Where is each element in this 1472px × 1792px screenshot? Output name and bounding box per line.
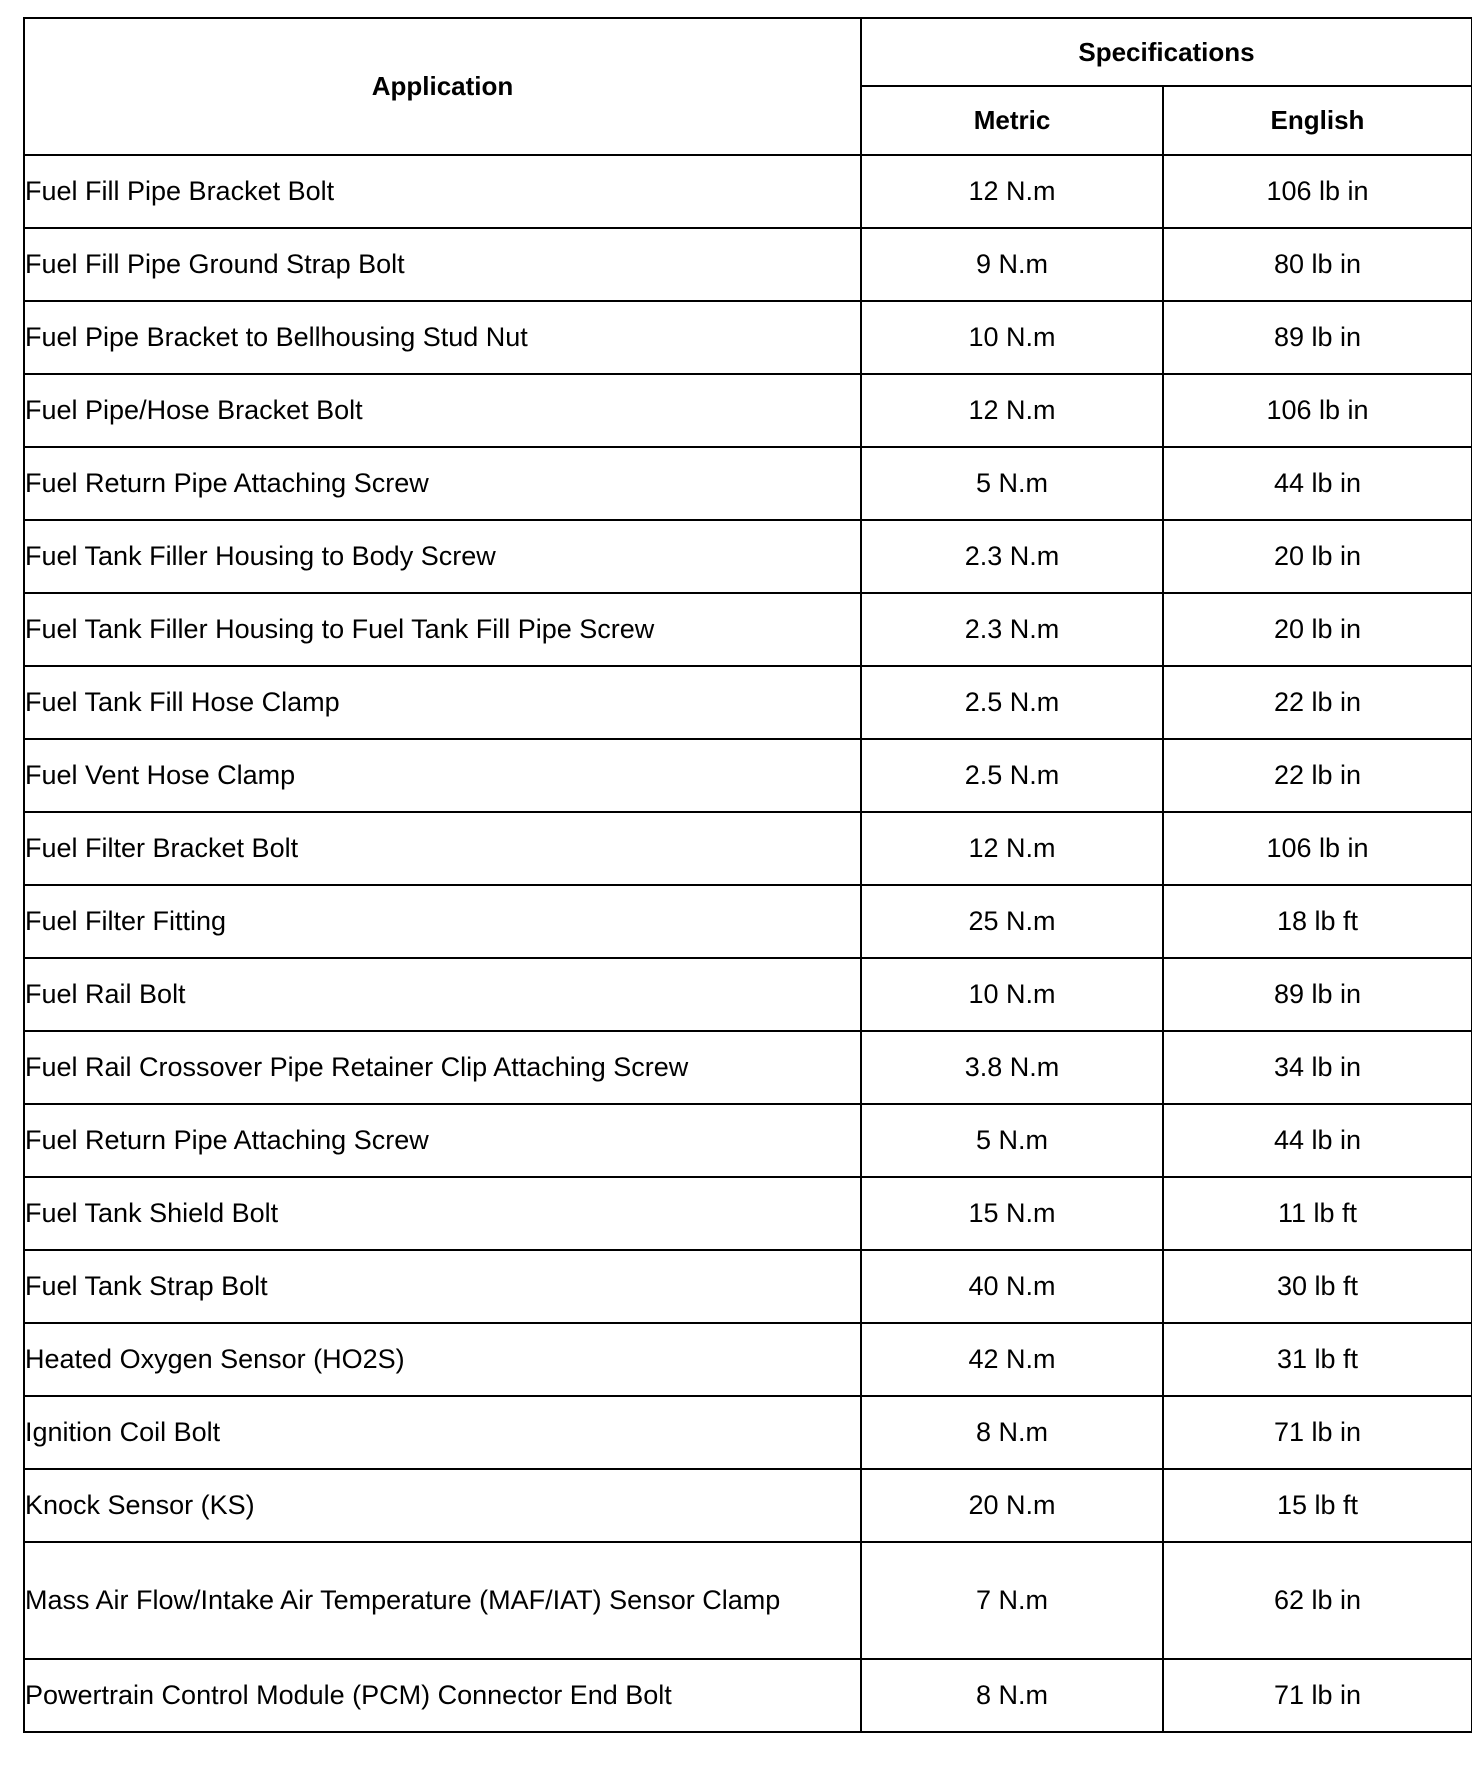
metric-cell: 2.3 N.m (861, 520, 1163, 593)
metric-cell: 8 N.m (861, 1659, 1163, 1732)
table-row (24, 1177, 1472, 1250)
metric-cell: 42 N.m (861, 1323, 1163, 1396)
application-cell: Fuel Pipe/Hose Bracket Bolt (24, 374, 861, 447)
metric-cell: 9 N.m (861, 228, 1163, 301)
table-row (24, 374, 1472, 447)
metric-cell: 2.5 N.m (861, 666, 1163, 739)
table-row (24, 1396, 1472, 1469)
table-row (24, 812, 1472, 885)
table-row (24, 1469, 1472, 1542)
application-cell: Fuel Tank Filler Housing to Body Screw (24, 520, 861, 593)
metric-cell: 12 N.m (861, 374, 1163, 447)
application-cell: Fuel Rail Bolt (24, 958, 861, 1031)
table-row (24, 1031, 1472, 1104)
english-cell: 89 lb in (1163, 958, 1472, 1031)
english-cell: 31 lb ft (1163, 1323, 1472, 1396)
metric-cell: 15 N.m (861, 1177, 1163, 1250)
table-row (24, 593, 1472, 666)
table-row (24, 1104, 1472, 1177)
english-cell: 71 lb in (1163, 1396, 1472, 1469)
english-cell: 44 lb in (1163, 447, 1472, 520)
table-row (24, 228, 1472, 301)
table-row (24, 1659, 1472, 1732)
metric-cell: 2.5 N.m (861, 739, 1163, 812)
metric-cell: 20 N.m (861, 1469, 1163, 1542)
table-row (24, 301, 1472, 374)
english-cell: 44 lb in (1163, 1104, 1472, 1177)
application-cell: Fuel Return Pipe Attaching Screw (24, 1104, 861, 1177)
metric-cell: 8 N.m (861, 1396, 1163, 1469)
english-cell: 106 lb in (1163, 374, 1472, 447)
application-cell: Fuel Pipe Bracket to Bellhousing Stud Nut (24, 301, 861, 374)
table-row (24, 1250, 1472, 1323)
application-cell: Fuel Fill Pipe Bracket Bolt (24, 155, 861, 228)
metric-cell: 10 N.m (861, 958, 1163, 1031)
application-cell: Fuel Tank Filler Housing to Fuel Tank Fill Pipe Screw (24, 593, 861, 666)
table-row (24, 958, 1472, 1031)
table-row (24, 520, 1472, 593)
table-row (24, 447, 1472, 520)
english-cell: 106 lb in (1163, 812, 1472, 885)
metric-cell: 2.3 N.m (861, 593, 1163, 666)
english-cell: 22 lb in (1163, 739, 1472, 812)
metric-cell: 7 N.m (861, 1542, 1163, 1659)
english-cell: 62 lb in (1163, 1542, 1472, 1659)
table-row (24, 885, 1472, 958)
table-body (24, 155, 1472, 1732)
table-row (24, 1542, 1472, 1659)
english-cell: 106 lb in (1163, 155, 1472, 228)
english-cell: 34 lb in (1163, 1031, 1472, 1104)
application-cell: Fuel Filter Fitting (24, 885, 861, 958)
table-row (24, 739, 1472, 812)
english-cell: 22 lb in (1163, 666, 1472, 739)
metric-cell: 5 N.m (861, 1104, 1163, 1177)
application-cell: Fuel Fill Pipe Ground Strap Bolt (24, 228, 861, 301)
metric-cell: 25 N.m (861, 885, 1163, 958)
english-cell: 15 lb ft (1163, 1469, 1472, 1542)
metric-cell: 12 N.m (861, 812, 1163, 885)
application-cell: Fuel Tank Strap Bolt (24, 1250, 861, 1323)
metric-cell: 5 N.m (861, 447, 1163, 520)
table-header (24, 18, 1472, 155)
application-cell: Powertrain Control Module (PCM) Connector End Bolt (24, 1659, 861, 1732)
application-cell: Heated Oxygen Sensor (HO2S) (24, 1323, 861, 1396)
application-cell: Fuel Rail Crossover Pipe Retainer Clip Attaching Screw (24, 1031, 861, 1104)
application-cell: Ignition Coil Bolt (24, 1396, 861, 1469)
metric-cell: 3.8 N.m (861, 1031, 1163, 1104)
application-cell: Fuel Tank Fill Hose Clamp (24, 666, 861, 739)
english-cell: 30 lb ft (1163, 1250, 1472, 1323)
english-cell: 20 lb in (1163, 520, 1472, 593)
english-cell: 80 lb in (1163, 228, 1472, 301)
application-header: Application (24, 18, 861, 155)
metric-header: Metric (861, 86, 1163, 155)
table-row (24, 1323, 1472, 1396)
metric-cell: 12 N.m (861, 155, 1163, 228)
english-cell: 89 lb in (1163, 301, 1472, 374)
english-cell: 11 lb ft (1163, 1177, 1472, 1250)
english-cell: 20 lb in (1163, 593, 1472, 666)
application-cell: Fuel Vent Hose Clamp (24, 739, 861, 812)
english-cell: 71 lb in (1163, 1659, 1472, 1732)
metric-cell: 40 N.m (861, 1250, 1163, 1323)
metric-cell: 10 N.m (861, 301, 1163, 374)
table-row (24, 155, 1472, 228)
english-header: English (1163, 86, 1472, 155)
application-cell: Fuel Filter Bracket Bolt (24, 812, 861, 885)
torque-spec-table (23, 17, 1472, 1733)
english-cell: 18 lb ft (1163, 885, 1472, 958)
application-cell: Fuel Tank Shield Bolt (24, 1177, 861, 1250)
specifications-header: Specifications (861, 18, 1472, 86)
application-cell: Mass Air Flow/Intake Air Temperature (MAF/IAT) Sensor Clamp (24, 1542, 861, 1659)
application-cell: Knock Sensor (KS) (24, 1469, 861, 1542)
table-row (24, 666, 1472, 739)
application-cell: Fuel Return Pipe Attaching Screw (24, 447, 861, 520)
